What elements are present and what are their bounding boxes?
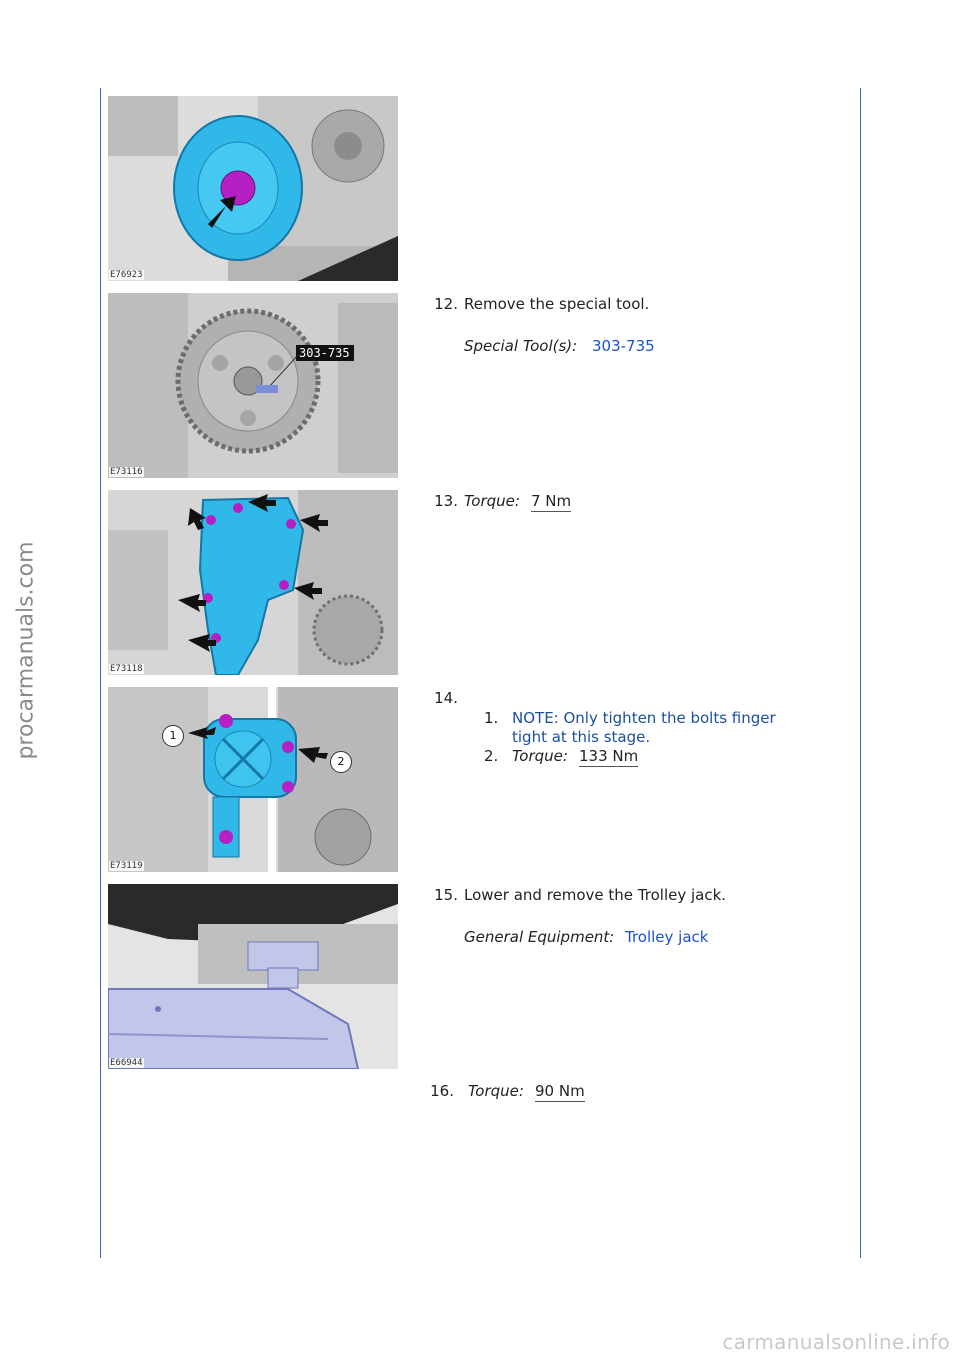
step-number: 15.: [434, 886, 458, 904]
figure-code: E73116: [110, 467, 143, 477]
step-number: 12.: [434, 295, 458, 313]
torque-value[interactable]: 133 Nm: [579, 747, 639, 765]
figure-trolley-jack: [108, 884, 398, 1069]
right-border-line: [860, 88, 861, 1258]
substep-number: 2.: [484, 747, 499, 765]
note-line-2: tight at this stage.: [512, 728, 651, 746]
general-equipment-link[interactable]: Trolley jack: [625, 928, 709, 946]
torque-label: Torque:: [468, 1082, 524, 1100]
step-number: 16.: [430, 1082, 454, 1100]
left-border-line: [100, 88, 101, 1258]
note-line-1: NOTE: Only tighten the bolts finger: [512, 709, 776, 727]
figure-timing-cover: [108, 490, 398, 675]
figure-code: E66944: [110, 1058, 143, 1068]
step-number: 14.: [434, 689, 458, 707]
special-tool-link[interactable]: 303-735: [592, 337, 655, 355]
figure-code: E76923: [110, 270, 143, 280]
callout-2: 2: [330, 751, 352, 773]
tool-label: 303-735: [296, 345, 354, 361]
step-text: Lower and remove the Trolley jack.: [464, 886, 727, 904]
side-watermark: procarmanuals.com: [13, 540, 39, 760]
figure-code: E73119: [110, 861, 143, 871]
figure-timing-gear: [108, 293, 398, 478]
bottom-watermark: carmanualsonline.info: [722, 1330, 950, 1354]
special-tool-label: Special Tool(s):: [464, 337, 578, 355]
figure-engine-mount: [108, 687, 398, 872]
torque-label: Torque:: [512, 747, 568, 765]
step-number: 13.: [434, 492, 458, 510]
figure-crankshaft-pulley: [108, 96, 398, 281]
torque-value[interactable]: 7 Nm: [531, 492, 572, 510]
step-text: Remove the special tool.: [464, 295, 650, 313]
substep-number: 1.: [484, 709, 499, 727]
callout-1: 1: [162, 725, 184, 747]
figure-code: E73118: [110, 664, 143, 674]
general-equipment-label: General Equipment:: [464, 928, 615, 946]
torque-value[interactable]: 90 Nm: [535, 1082, 585, 1100]
torque-label: Torque:: [464, 492, 520, 510]
